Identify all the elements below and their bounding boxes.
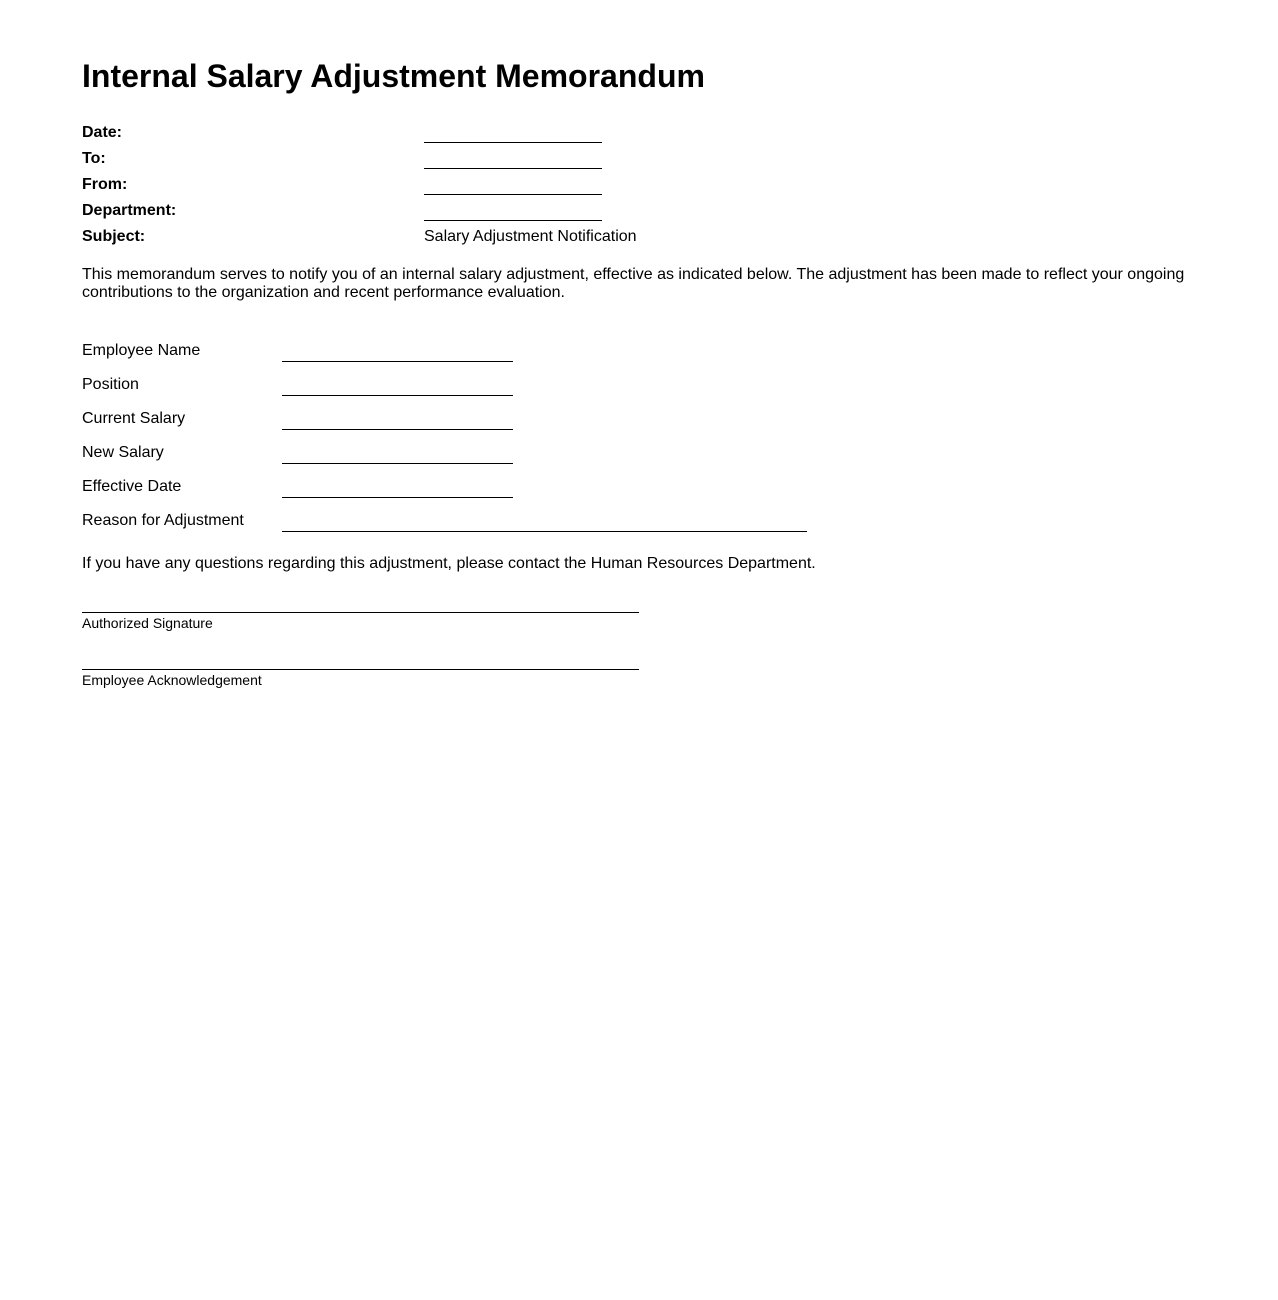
- department-field[interactable]: [424, 202, 602, 221]
- employee-name-label: Employee Name: [82, 342, 201, 359]
- department-label: Department:: [82, 202, 177, 219]
- header-row-subject: [82, 228, 782, 254]
- position-label: Position: [82, 376, 139, 393]
- current-salary-field[interactable]: [282, 429, 513, 430]
- position-field[interactable]: [282, 395, 513, 396]
- employee-acknowledgement-caption: Employee Acknowledgement: [82, 672, 262, 688]
- intro-paragraph: This memorandum serves to notify you of an internal salary adjustment, effective as indicated below. The adjustment has been made to reflect your ongoing contributions to the organization and recent performance evaluation.: [82, 266, 1185, 301]
- page-title: Internal Salary Adjustment Memorandum: [82, 58, 705, 94]
- employee-name-field[interactable]: [282, 361, 513, 362]
- to-field[interactable]: [424, 150, 602, 169]
- header-row-to: [82, 150, 782, 176]
- new-salary-label: New Salary: [82, 444, 164, 461]
- field-row-reason: [82, 512, 842, 546]
- authorized-signature-caption: Authorized Signature: [82, 615, 213, 631]
- to-label: To:: [82, 150, 106, 167]
- effective-date-label: Effective Date: [82, 478, 182, 495]
- closing-paragraph: If you have any questions regarding this adjustment, please contact the Human Resources Department.: [82, 555, 816, 572]
- field-row-position: [82, 376, 842, 410]
- header-row-department: [82, 202, 782, 228]
- subject-label: Subject:: [82, 228, 146, 245]
- date-field[interactable]: [424, 124, 602, 143]
- reason-field[interactable]: [282, 531, 807, 532]
- authorized-signature-line[interactable]: [82, 612, 639, 613]
- header-row-from: [82, 176, 782, 202]
- from-field[interactable]: [424, 176, 602, 195]
- employee-acknowledgement-line[interactable]: [82, 669, 639, 670]
- reason-label: Reason for Adjustment: [82, 512, 244, 529]
- field-row-employee-name: [82, 342, 842, 376]
- current-salary-label: Current Salary: [82, 410, 186, 427]
- subject-value: Salary Adjustment Notification: [424, 228, 637, 245]
- authorized-signature-block: [82, 612, 639, 631]
- effective-date-field[interactable]: [282, 497, 513, 498]
- from-label: From:: [82, 176, 128, 193]
- date-label: Date:: [82, 124, 123, 141]
- employee-acknowledgement-block: [82, 669, 639, 688]
- new-salary-field[interactable]: [282, 463, 513, 464]
- field-row-current-salary: [82, 410, 842, 444]
- field-row-new-salary: [82, 444, 842, 478]
- header-row-date: [82, 124, 782, 150]
- field-row-effective-date: [82, 478, 842, 512]
